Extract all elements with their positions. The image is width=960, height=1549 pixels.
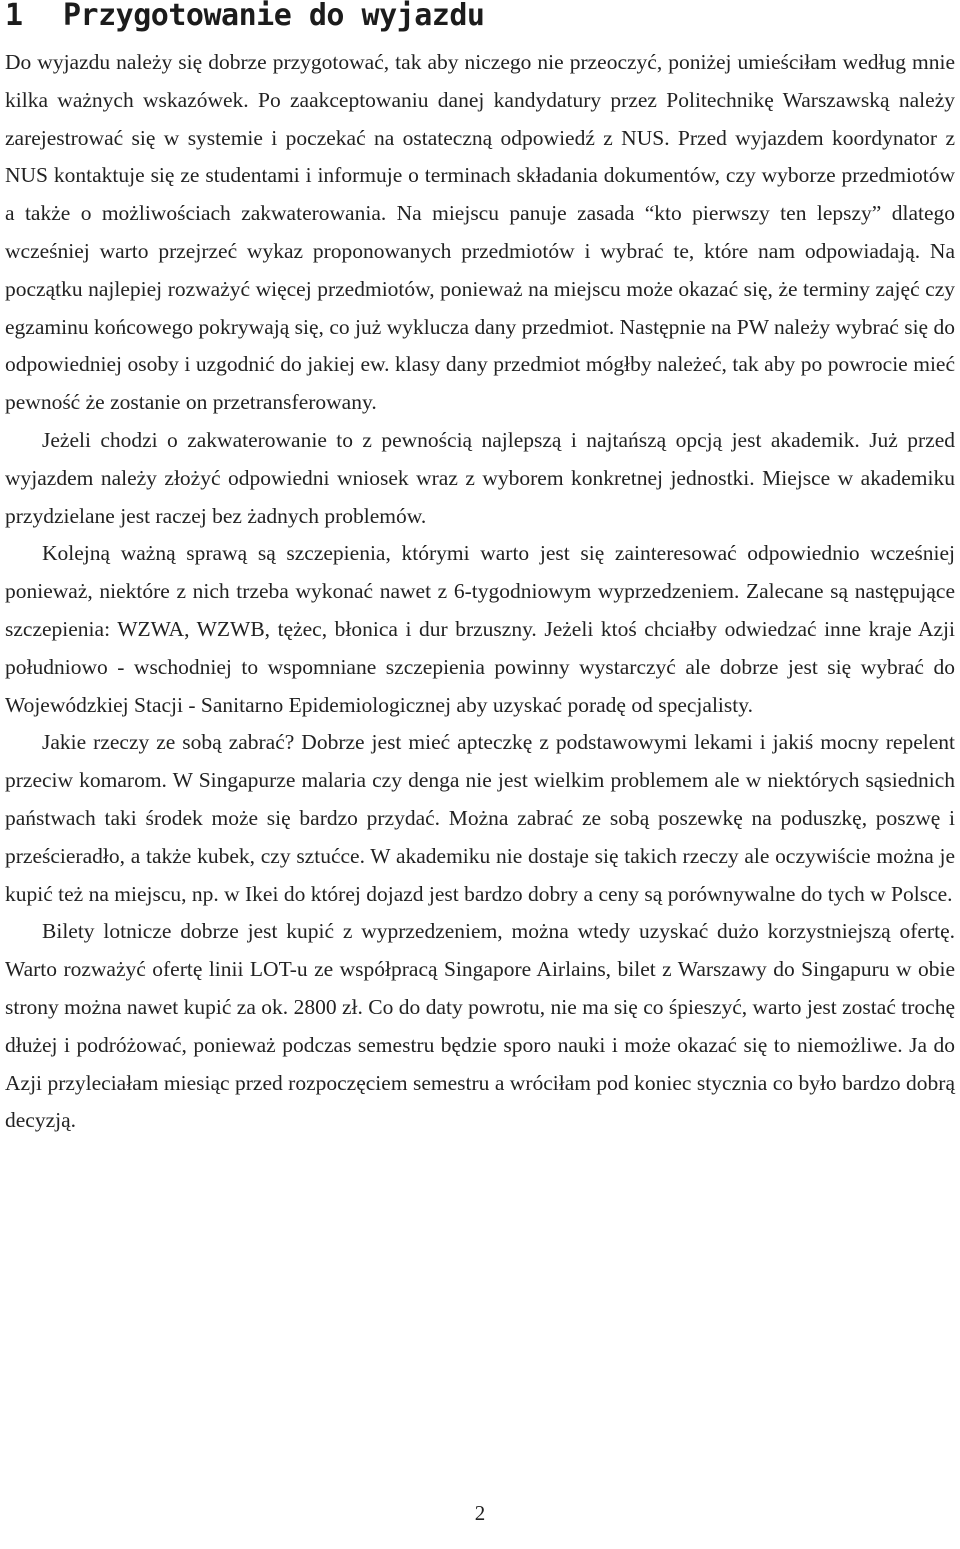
paragraph-accommodation: Jeżeli chodzi o zakwaterowanie to z pewnością najlepszą i najtańszą opcją jest akademik. Już przed wyjazdem należy złożyć odpowiedni wniosek wraz z wyborem konkretnej jednostki. Miejsce w akademiku przydzielane jest raczej bez żadnych problemów.: [5, 427, 955, 528]
section-title: Przygotowanie do wyjazdu: [63, 0, 485, 33]
paragraph-vaccinations: Kolejną ważną sprawą są szczepienia, którymi warto jest się zainteresować odpowiednio wcześniej ponieważ, niektóre z nich trzeba wykonać nawet z 6-tygodniowym wyprzedzeniem. Zalecane są następujące szczepienia: WZWA, WZWB, tężec, błonica i dur brzuszny. Jeżeli ktoś chciałby odwiedzać inne kraje Azji południowo - wschodniej to wspomniane szczepienia powinny wystarczyć ale dobrze jest się wybrać do Wojewódzkiej Stacji - Sanitarno Epidemiologicznej aby uzyskać poradę od specjalisty.: [5, 541, 955, 717]
page-number: 2: [474, 1501, 486, 1525]
paragraph-preparation: Do wyjazdu należy się dobrze przygotować, tak aby niczego nie przeoczyć, poniżej umieściłam według mnie kilka ważnych wskazówek. Po zaakceptowaniu danej kandydatury przez Politechnikę Warszawską należy zarejestrować się w systemie i poczekać na ostateczną odpowiedź z NUS. Przed wyjazdem koordynator z NUS kontaktuje się ze studentami i informuje o terminach składania dokumentów, czy wyborze przedmiotów a także o możliwościach zakwaterowania. Na miejscu panuje zasada “kto pierwszy ten lepszy” dlatego wcześniej warto przejrzeć wykaz proponowanych przedmiotów i wybrać te, które nam odpowiadają. Na początku najlepiej rozważyć więcej przedmiotów, ponieważ na miejscu może okazać się, że terminy zajęć czy egzaminu końcowego pokrywają się, co już wyklucza dany przedmiot. Następnie na PW należy wybrać się do odpowiedniej osoby i uzgodnić do jakiej ew. klasy dany przedmiot mógłby należeć, tak aby po powrocie mieć pewność że zostanie on przetransferowany.: [5, 50, 955, 415]
section-number: 1: [5, 0, 23, 33]
body-text: [5, 44, 955, 1140]
paragraph-packing: Jakie rzeczy ze sobą zabrać? Dobrze jest mieć apteczkę z podstawowymi lekami i jakiś mocny repelent przeciw komarom. W Singapurze malaria czy denga nie jest wielkim problemem ale w niektórych sąsiednich państwach taki środek może się bardzo przydać. Można zabrać ze sobą poszewkę na poduszkę, poszwę i prześcieradło, a także kubek, czy sztućce. W akademiku nie dostaje się takich rzeczy ale oczywiście można je kupić też na miejscu, np. w Ikei do której dojazd jest bardzo dobry a ceny są porównywalne do tych w Polsce.: [5, 730, 955, 906]
paragraph-flights: Bilety lotnicze dobrze jest kupić z wyprzedzeniem, można wtedy uzyskać dużo korzystniejszą ofertę. Warto rozważyć ofertę linii LOT-u ze współpracą Singapore Airlains, bilet z Warszawy do Singapuru w obie strony można nawet kupić za ok. 2800 zł. Co do daty powrotu, nie ma się co śpieszyć, warto jest zostać trochę dłużej i podróżować, ponieważ podczas semestru będzie sporo nauki i może okazać się to niemożliwe. Ja do Azji przyleciałam miesiąc przed rozpoczęciem semestru a wróciłam pod koniec stycznia co było bardzo dobrą decyzją.: [5, 919, 955, 1133]
section-heading: [5, 0, 484, 36]
